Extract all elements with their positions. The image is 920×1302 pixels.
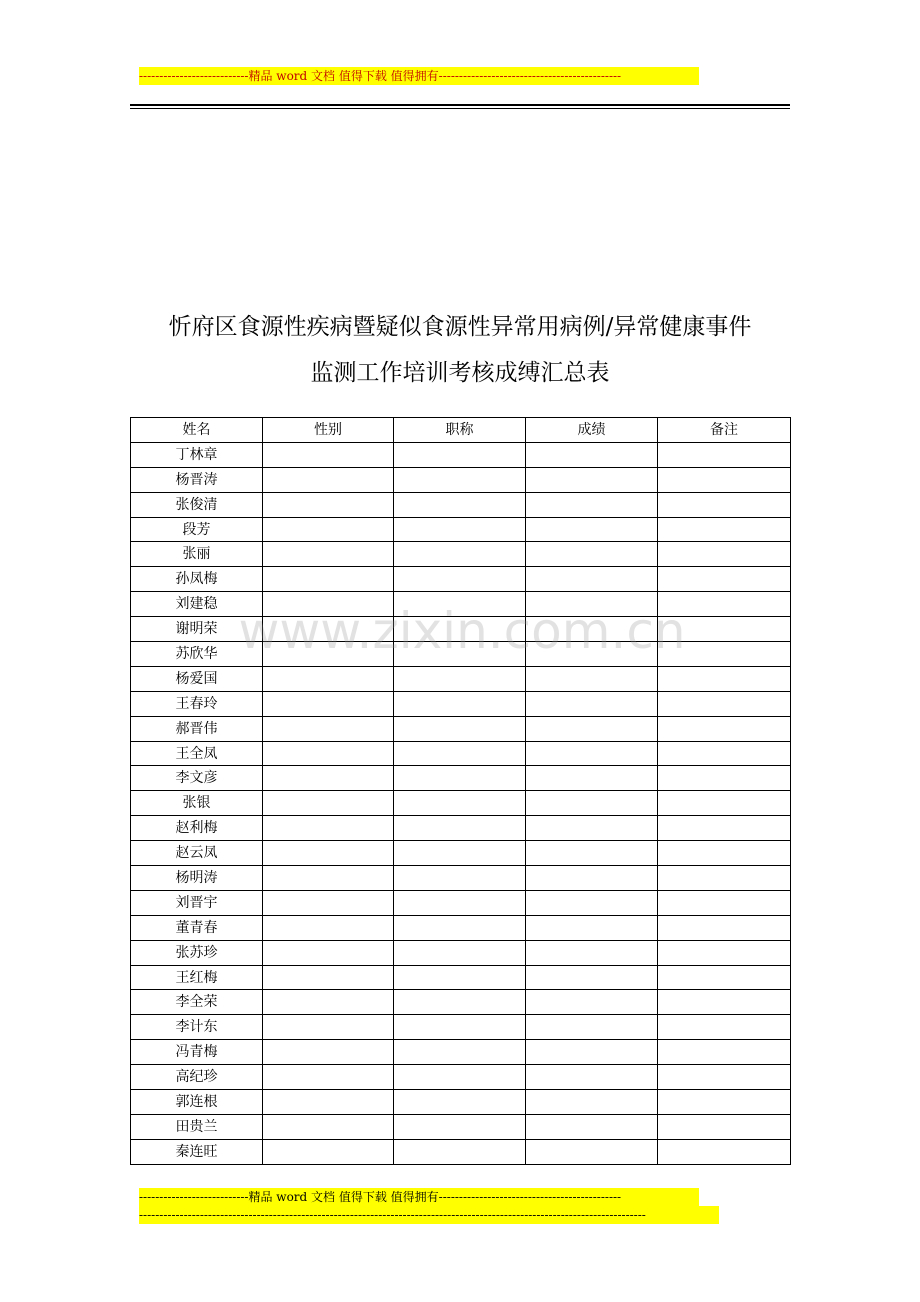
title-cell [394,716,526,741]
name-cell: 赵云凤 [131,841,263,866]
document-title-line-2: 监测工作培训考核成缚汇总表 [310,360,610,386]
remarks-cell [658,1114,791,1139]
name-cell: 刘建稳 [131,592,263,617]
score-cell [526,965,658,990]
table-row [131,791,791,816]
remarks-cell [658,1040,791,1065]
name-cell: 李计东 [131,1015,263,1040]
name-cell: 王红梅 [131,965,263,990]
remarks-cell [658,791,791,816]
name-cell: 刘晋宇 [131,890,263,915]
title-cell [394,442,526,467]
footer-banner: ---------------------------精品 word 文档 值得下载 值得拥有--------------------------------------------- [139,1188,699,1206]
header-rule-thick [130,104,790,106]
remarks-cell [658,816,791,841]
remarks-cell [658,716,791,741]
score-cell [526,1040,658,1065]
gender-cell [263,617,394,642]
remarks-cell [658,866,791,891]
score-cell [526,1114,658,1139]
title-cell [394,691,526,716]
table-row [131,467,791,492]
table-row [131,915,791,940]
header-gender: 性别 [263,418,394,443]
score-cell [526,716,658,741]
title-cell [394,816,526,841]
remarks-cell [658,766,791,791]
gender-cell [263,492,394,517]
table-row [131,1090,791,1115]
gender-cell [263,716,394,741]
table-row [131,1065,791,1090]
title-cell [394,741,526,766]
name-cell: 丁林章 [131,442,263,467]
title-cell [394,791,526,816]
table-row [131,890,791,915]
remarks-cell [658,841,791,866]
table-row [131,841,791,866]
table-row [131,866,791,891]
gender-cell [263,990,394,1015]
table-row [131,592,791,617]
score-cell [526,915,658,940]
name-cell: 郝晋伟 [131,716,263,741]
score-cell [526,666,658,691]
gender-cell [263,1040,394,1065]
remarks-cell [658,890,791,915]
score-cell [526,467,658,492]
remarks-cell [658,492,791,517]
name-cell: 郭连根 [131,1090,263,1115]
title-cell [394,890,526,915]
gender-cell [263,965,394,990]
remarks-cell [658,990,791,1015]
score-cell [526,1139,658,1164]
gender-cell [263,741,394,766]
gender-cell [263,841,394,866]
remarks-cell [658,567,791,592]
gender-cell [263,467,394,492]
footer-banner-dashes: ----------------------------------------------------------------------------------------------------------------------------- [139,1206,719,1224]
score-cell [526,1015,658,1040]
remarks-cell [658,642,791,667]
header-score: 成绩 [526,418,658,443]
score-cell [526,1090,658,1115]
title-cell [394,965,526,990]
name-cell: 王全凤 [131,741,263,766]
name-cell: 王春玲 [131,691,263,716]
table-row [131,542,791,567]
title-cell [394,841,526,866]
title-cell [394,517,526,542]
remarks-cell [658,965,791,990]
name-cell: 杨爱国 [131,666,263,691]
score-cell [526,592,658,617]
remarks-cell [658,517,791,542]
document-title-line-1: 忻府区食源性疾病暨疑似食源性异常用病例/异常健康事件 [168,314,752,340]
title-cell [394,940,526,965]
name-cell: 张苏珍 [131,940,263,965]
remarks-cell [658,592,791,617]
title-cell [394,1090,526,1115]
title-cell [394,1139,526,1164]
table-row [131,716,791,741]
remarks-cell [658,542,791,567]
gender-cell [263,1065,394,1090]
score-cell [526,517,658,542]
remarks-cell [658,1015,791,1040]
header-name: 姓名 [131,418,263,443]
remarks-cell [658,691,791,716]
header-rule-thin [130,108,790,109]
title-cell [394,567,526,592]
score-cell [526,866,658,891]
gender-cell [263,642,394,667]
title-cell [394,467,526,492]
name-cell: 段芳 [131,517,263,542]
header-title: 职称 [394,418,526,443]
watermark: www.zixin.com.cn [238,602,686,660]
title-cell [394,866,526,891]
table-row [131,741,791,766]
gender-cell [263,1090,394,1115]
score-cell [526,990,658,1015]
table-row [131,1040,791,1065]
remarks-cell [658,1065,791,1090]
score-cell [526,691,658,716]
name-cell: 张银 [131,791,263,816]
score-cell [526,617,658,642]
score-cell [526,542,658,567]
name-cell: 冯青梅 [131,1040,263,1065]
gender-cell [263,542,394,567]
name-cell: 李全荣 [131,990,263,1015]
score-cell [526,642,658,667]
table-row [131,766,791,791]
gender-cell [263,517,394,542]
remarks-cell [658,1139,791,1164]
remarks-cell [658,666,791,691]
score-cell [526,791,658,816]
gender-cell [263,666,394,691]
gender-cell [263,866,394,891]
name-cell: 高纪珍 [131,1065,263,1090]
table-row [131,666,791,691]
name-cell: 李文彦 [131,766,263,791]
score-cell [526,841,658,866]
name-cell: 杨明涛 [131,866,263,891]
title-cell [394,492,526,517]
table-row [131,642,791,667]
gender-cell [263,816,394,841]
table-row [131,1139,791,1164]
table-row [131,442,791,467]
table-row [131,816,791,841]
score-cell [526,567,658,592]
gender-cell [263,915,394,940]
table-row [131,940,791,965]
remarks-cell [658,741,791,766]
gender-cell [263,442,394,467]
score-cell [526,940,658,965]
gender-cell [263,567,394,592]
remarks-cell [658,617,791,642]
score-cell [526,492,658,517]
title-cell [394,542,526,567]
name-cell: 杨晋涛 [131,467,263,492]
name-cell: 孙凤梅 [131,567,263,592]
table-row [131,990,791,1015]
title-cell [394,1114,526,1139]
name-cell: 董青春 [131,915,263,940]
table-row [131,965,791,990]
gender-cell [263,1015,394,1040]
remarks-cell [658,940,791,965]
gender-cell [263,766,394,791]
gender-cell [263,592,394,617]
title-cell [394,617,526,642]
remarks-cell [658,467,791,492]
score-cell [526,1065,658,1090]
score-cell [526,890,658,915]
gender-cell [263,691,394,716]
name-cell: 秦连旺 [131,1139,263,1164]
gender-cell [263,890,394,915]
title-cell [394,666,526,691]
gender-cell [263,791,394,816]
remarks-cell [658,1090,791,1115]
name-cell: 张丽 [131,542,263,567]
table-header-row [131,418,791,443]
title-cell [394,990,526,1015]
remarks-cell [658,442,791,467]
score-cell [526,816,658,841]
title-cell [394,642,526,667]
title-cell [394,592,526,617]
name-cell: 赵利梅 [131,816,263,841]
title-cell [394,1040,526,1065]
table-row [131,567,791,592]
score-cell [526,442,658,467]
table-row [131,1114,791,1139]
remarks-cell [658,915,791,940]
name-cell: 田贵兰 [131,1114,263,1139]
header-banner: ---------------------------精品 word 文档 值得下载 值得拥有--------------------------------------------- [139,67,699,85]
table-row [131,1015,791,1040]
title-cell [394,1065,526,1090]
name-cell: 谢明荣 [131,617,263,642]
table-row [131,517,791,542]
gender-cell [263,1114,394,1139]
table-row [131,492,791,517]
score-summary-table [130,417,791,1165]
score-cell [526,766,658,791]
gender-cell [263,940,394,965]
name-cell: 张俊清 [131,492,263,517]
table-body [131,442,791,1164]
title-cell [394,915,526,940]
title-cell [394,1015,526,1040]
header-remarks: 备注 [658,418,791,443]
table-row [131,617,791,642]
table-row [131,691,791,716]
score-cell [526,741,658,766]
gender-cell [263,1139,394,1164]
name-cell: 苏欣华 [131,642,263,667]
title-cell [394,766,526,791]
